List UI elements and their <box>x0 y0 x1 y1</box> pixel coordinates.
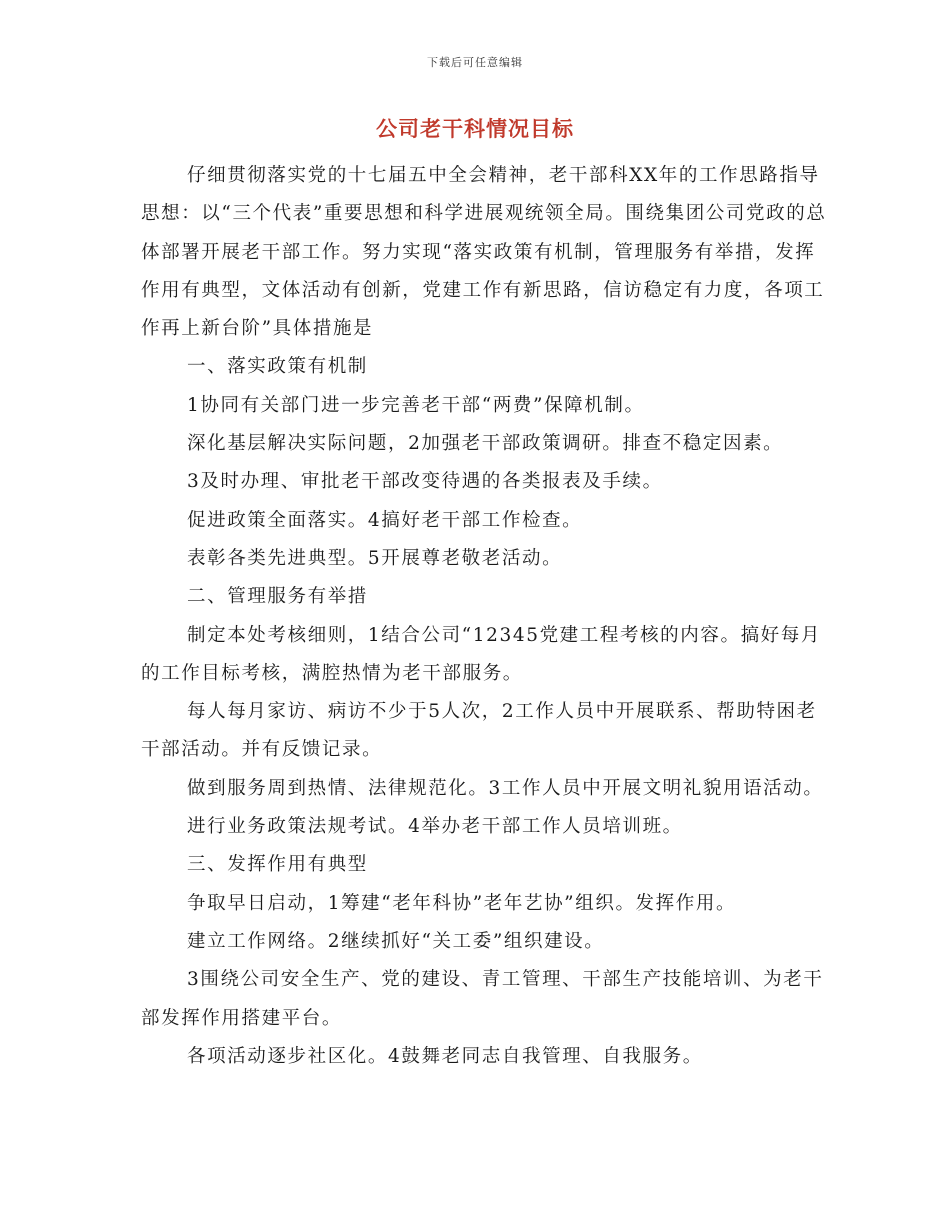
paragraph: 深化基层解决实际问题，2加强老干部政策调研。排查不稳定因素。 <box>187 433 784 455</box>
paragraph: 制定本处考核细则，1结合公司“12345党建工程考核的内容。搞好每月的工作目标考核，满腔热情为老干部服务。 <box>141 624 821 684</box>
paragraph: 争取早日启动，1筹建“老年科协”老年艺协”组织。发挥作用。 <box>187 892 737 914</box>
paragraph-intro: 仔细贯彻落实党的十七届五中全会精神，老干部科XX年的工作思路指导思想：以“三个代表”重要思想和科学进展观统领全局。围绕集团公司党政的总体部署开展老干部工作。努力实现“落实政策有机制，管理服务有举措，发挥作用有典型，文体活动有创新，党建工作有新思路，信访稳定有力度，各项工作再上新台阶”具体措施是 <box>141 165 827 340</box>
header-note: 下载后可任意编辑 <box>427 56 523 69</box>
paragraph: 促进政策全面落实。4搞好老干部工作检查。 <box>187 509 583 531</box>
paragraph: 各项活动逐步社区化。4鼓舞老同志自我管理、自我服务。 <box>187 1045 703 1067</box>
section-heading-3: 三、发挥作用有典型 <box>187 854 368 876</box>
document-title: 公司老干科情况目标 <box>376 116 574 141</box>
paragraph: 每人每月家访、病访不少于5人次，2工作人员中开展联系、帮助特困老干部活动。并有反馈记录。 <box>141 701 817 761</box>
section-heading-1: 一、落实政策有机制 <box>187 356 368 378</box>
paragraph: 进行业务政策法规考试。4举办老干部工作人员培训班。 <box>187 816 683 838</box>
paragraph: 3及时办理、审批老干部改变待遇的各类报表及手续。 <box>187 471 663 493</box>
paragraph: 1协同有关部门进一步完善老干部“两费”保障机制。 <box>187 394 645 416</box>
paragraph: 3围绕公司安全生产、党的建设、青工管理、干部生产技能培训、为老干部发挥作用搭建平台。 <box>141 969 824 1029</box>
paragraph: 表彰各类先进典型。5开展尊老敬老活动。 <box>187 547 563 569</box>
document-body <box>141 157 831 1076</box>
section-heading-2: 二、管理服务有举措 <box>187 586 368 608</box>
paragraph: 建立工作网络。2继续抓好“关工委”组织建设。 <box>187 930 605 952</box>
paragraph: 做到服务周到热情、法律规范化。3工作人员中开展文明礼貌用语活动。 <box>187 777 824 799</box>
